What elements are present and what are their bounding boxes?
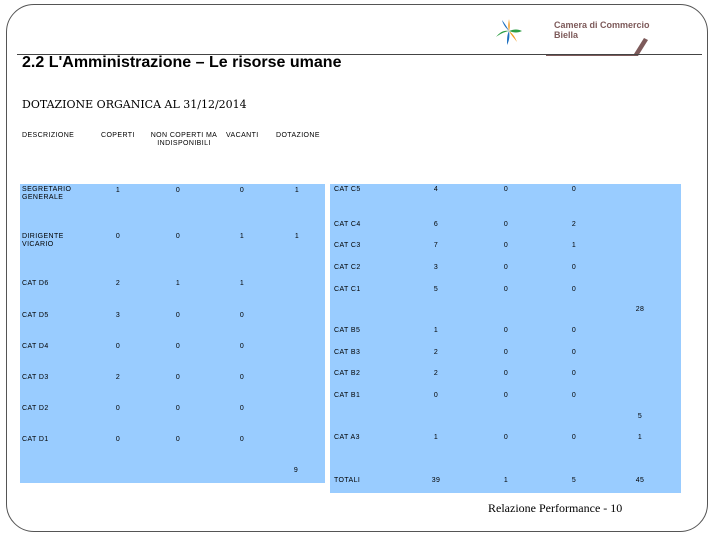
row-desc: DIRIGENTE VICARIO	[22, 233, 64, 248]
left-subtotal: 9	[293, 467, 299, 474]
row-non-coperti: 0	[503, 327, 509, 334]
section-title: DOTAZIONE ORGANICA AL 31/12/2014	[22, 98, 247, 111]
row-non-coperti: 0	[175, 436, 181, 443]
row-desc: CAT D5	[22, 312, 49, 319]
row-vacanti: 0	[571, 286, 577, 293]
total-vacanti: 5	[571, 477, 577, 484]
row-desc: SEGRETARIO GENERALE	[22, 186, 72, 201]
row-coperti: 5	[433, 286, 439, 293]
row-coperti: 0	[115, 343, 121, 350]
page-title: 2.2 L'Amministrazione – Le risorse umane	[22, 54, 342, 71]
row-vacanti: 0	[571, 186, 577, 193]
row-desc: CAT B1	[334, 392, 361, 399]
row-vacanti: 0	[239, 312, 245, 319]
row-non-coperti: 0	[503, 186, 509, 193]
footer-page-label: Relazione Performance - 10	[488, 501, 623, 515]
row-coperti: 7	[433, 242, 439, 249]
row-vacanti: 1	[239, 233, 245, 240]
right-table-panel	[330, 184, 681, 493]
row-desc: CAT C2	[334, 264, 361, 271]
chamber-logo-icon	[494, 17, 524, 47]
row-coperti: 0	[115, 405, 121, 412]
row-desc: CAT D2	[22, 405, 49, 412]
row-dotazione: 1	[637, 434, 643, 441]
row-non-coperti: 0	[175, 343, 181, 350]
row-coperti: 6	[433, 221, 439, 228]
row-vacanti: 0	[239, 343, 245, 350]
row-non-coperti: 0	[175, 312, 181, 319]
total-non-coperti: 1	[503, 477, 509, 484]
row-vacanti: 0	[571, 264, 577, 271]
header-coperti: COPERTI	[101, 132, 135, 139]
row-vacanti: 1	[239, 280, 245, 287]
row-desc: CAT C5	[334, 186, 361, 193]
row-desc: CAT D6	[22, 280, 49, 287]
row-non-coperti: 0	[503, 264, 509, 271]
row-non-coperti: 0	[175, 187, 181, 194]
row-coperti: 2	[115, 280, 121, 287]
row-non-coperti: 0	[503, 392, 509, 399]
row-desc: CAT B5	[334, 327, 361, 334]
header-vacanti: VACANTI	[226, 132, 259, 139]
row-non-coperti: 0	[503, 221, 509, 228]
row-coperti: 1	[433, 327, 439, 334]
row-coperti: 2	[115, 374, 121, 381]
row-non-coperti: 0	[175, 405, 181, 412]
row-coperti: 0	[115, 436, 121, 443]
row-vacanti: 2	[571, 221, 577, 228]
row-non-coperti: 0	[175, 374, 181, 381]
subtotal-cat-b: 5	[637, 413, 643, 420]
row-coperti: 2	[433, 349, 439, 356]
logo-swoosh-icon	[546, 34, 650, 56]
total-dotazione: 45	[635, 477, 645, 484]
row-non-coperti: 1	[175, 280, 181, 287]
row-non-coperti: 0	[175, 233, 181, 240]
row-desc: CAT C3	[334, 242, 361, 249]
row-coperti: 1	[433, 434, 439, 441]
row-vacanti: 0	[571, 434, 577, 441]
header-dotazione: DOTAZIONE	[276, 132, 320, 139]
row-non-coperti: 0	[503, 242, 509, 249]
row-desc: CAT D1	[22, 436, 49, 443]
row-non-coperti: 0	[503, 370, 509, 377]
total-coperti: 39	[431, 477, 441, 484]
row-vacanti: 0	[571, 392, 577, 399]
row-coperti: 1	[115, 187, 121, 194]
row-vacanti: 0	[239, 405, 245, 412]
row-non-coperti: 0	[503, 349, 509, 356]
row-vacanti: 0	[571, 349, 577, 356]
totals-label: TOTALI	[334, 477, 361, 484]
logo-line-2: Biella	[554, 30, 579, 40]
logo-line-1: Camera di Commercio	[554, 20, 650, 30]
row-vacanti: 0	[571, 327, 577, 334]
row-coperti: 0	[115, 233, 121, 240]
row-coperti: 4	[433, 186, 439, 193]
row-non-coperti: 0	[503, 434, 509, 441]
row-coperti: 3	[433, 264, 439, 271]
row-vacanti: 0	[239, 436, 245, 443]
row-vacanti: 0	[571, 370, 577, 377]
row-coperti: 3	[115, 312, 121, 319]
row-coperti: 0	[433, 392, 439, 399]
header-non-coperti: NON COPERTI MA INDISPONIBILI	[150, 132, 218, 147]
row-desc: CAT C1	[334, 286, 361, 293]
row-vacanti: 0	[239, 187, 245, 194]
row-desc: CAT D3	[22, 374, 49, 381]
row-dotazione: 1	[294, 233, 300, 240]
row-desc: CAT C4	[334, 221, 361, 228]
subtotal-cat-c: 28	[635, 306, 645, 313]
row-desc: CAT B2	[334, 370, 361, 377]
row-desc: CAT D4	[22, 343, 49, 350]
row-dotazione: 1	[294, 187, 300, 194]
row-desc: CAT B3	[334, 349, 361, 356]
row-non-coperti: 0	[503, 286, 509, 293]
row-vacanti: 1	[571, 242, 577, 249]
row-vacanti: 0	[239, 374, 245, 381]
header-descrizione: DESCRIZIONE	[22, 132, 75, 139]
row-desc: CAT A3	[334, 434, 360, 441]
row-coperti: 2	[433, 370, 439, 377]
